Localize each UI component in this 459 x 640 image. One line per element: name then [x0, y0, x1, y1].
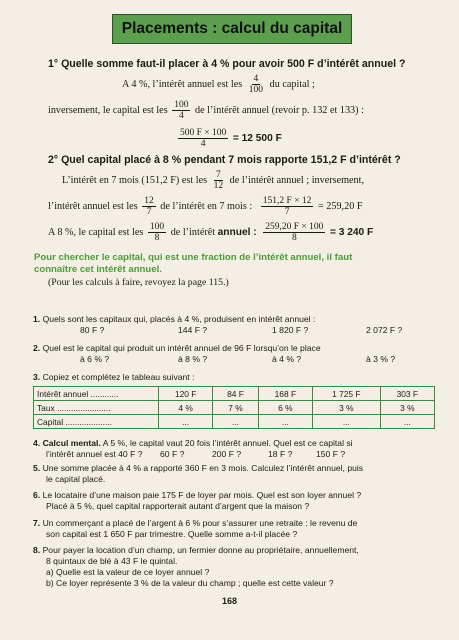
s1-line-1-text-a: A 4 %, l’intérêt annuel est les [122, 78, 243, 90]
numerator: 151,2 F × 12 [262, 196, 312, 206]
ex8-line-2: 8 quintaux de blé à 43 F le quintal. [46, 556, 178, 566]
exercise-1 [33, 314, 315, 325]
exercise-text: Copiez et complétez le tableau suivant : [42, 372, 195, 382]
denominator: 100 [248, 85, 264, 95]
exercise-5 [33, 463, 363, 474]
exercise-number: 6. [33, 490, 41, 500]
s2-line-2 [48, 196, 363, 217]
result-2a: = 259,20 F [317, 200, 363, 212]
table-cell: ... [213, 415, 258, 429]
ex4-line-2: l’intérêt annuel est 40 F ? [46, 449, 143, 459]
exercise-3 [33, 372, 194, 383]
denominator: 7 [146, 207, 152, 217]
s1-line-2-text-b: de l’intérêt annuel (revoir p. 132 et 133) : [195, 104, 364, 116]
table-cell: 6 % [258, 401, 312, 415]
table-cell: 168 F [258, 387, 312, 401]
table-cell: ... [159, 415, 213, 429]
exercise-text: Quels sont les capitaux qui, placés à 4 %, produisent en intérêt annuel : [42, 314, 316, 324]
s2-line-3 [48, 222, 373, 243]
ex4-option-b: 200 F ? [212, 449, 242, 459]
numerator: 100 [149, 222, 165, 232]
question-2: 2° Quel capital placé à 8 % pendant 7 mois rapporte 151,2 F d’intérêt ? [48, 154, 401, 166]
ex1-option-c: 1 820 F ? [272, 325, 309, 335]
s2-line-1-text-b: de l’intérêt annuel ; inversement, [229, 174, 365, 186]
ex2-option-b: à 8 % ? [178, 354, 208, 364]
fraction-4-100 [247, 74, 265, 95]
exercise-number: 5. [33, 463, 41, 473]
ex1-option-d: 2 072 F ? [366, 325, 403, 335]
exercise-2 [33, 343, 321, 354]
numerator: 12 [144, 196, 154, 206]
exercise-number: 3. [33, 372, 41, 382]
s1-result-line [176, 128, 282, 149]
table-cell: 1 725 F [313, 387, 381, 401]
table-row [34, 415, 435, 429]
ex6-line-2: Placé à 5 %, quel capital rapporterait autant d’argent que la maison ? [46, 501, 310, 511]
ex8-part-a: a) Quelle est la valeur de ce loyer annuel ? [46, 567, 210, 577]
table-cell: ... [258, 415, 312, 429]
exercise-text: Une somme placée à 4 % a rapporté 360 F en 3 mois. Calculez l’intérêt annuel, puis [42, 463, 364, 473]
s1-line-1 [122, 74, 315, 95]
table-cell: 4 % [159, 401, 213, 415]
exercise-bold-label: Calcul mental. [42, 438, 101, 448]
row-label: Capital .................... [34, 415, 159, 429]
table-cell: ... [313, 415, 381, 429]
ex4-option-c: 18 F ? [268, 449, 293, 459]
s2-line-3-text-c: annuel : [217, 226, 257, 238]
row-label: Taux ....................... [34, 401, 159, 415]
denominator: 4 [200, 139, 206, 149]
denominator: 4 [178, 111, 184, 121]
exercise-6 [33, 490, 361, 501]
fraction-100-8 [148, 222, 166, 243]
ex1-option-a: 80 F ? [80, 325, 105, 335]
numerator: 259,20 F × 100 [265, 222, 324, 232]
ex4-option-d: 150 F ? [316, 449, 346, 459]
completion-table [33, 386, 435, 429]
fraction-7-12 [212, 170, 226, 191]
s1-line-2-text-a: inversement, le capital est les [48, 104, 168, 116]
numerator: 4 [253, 74, 259, 84]
table-cell: ... [380, 415, 434, 429]
table-cell: 303 F [380, 387, 434, 401]
s1-line-1-text-b: du capital ; [269, 78, 315, 90]
denominator: 7 [284, 207, 290, 217]
exercise-number: 7. [33, 518, 41, 528]
exercise-text: Quel est le capital qui produit un intérêt annuel de 96 F lorsqu’on le place [42, 343, 321, 353]
fraction-calc-3 [263, 222, 325, 243]
exercise-text: A 5 %, le capital vaut 20 fois l’intérêt annuel. Quel est ce capital si [102, 438, 353, 448]
row-label: Intérêt annuel ............ [34, 387, 159, 401]
table-cell: 3 % [380, 401, 434, 415]
result-2b: = 3 240 F [329, 226, 374, 238]
s2-line-3-text-b: de l’intérêt [170, 226, 216, 238]
rule-line-1: Pour chercher le capital, qui est une fraction de l’intérêt annuel, il faut [34, 252, 353, 263]
denominator: 8 [291, 233, 297, 243]
page-title: Placements : calcul du capital [121, 20, 343, 37]
table-cell: 120 F [159, 387, 213, 401]
ex7-line-2: son capital est 1 650 F par trimestre. Quelle somme a-t-il placée ? [46, 529, 298, 539]
exercise-text: Un commerçant a placé de l’argent à 6 % pour s’assurer une retraite : le revenu de [42, 518, 358, 528]
title-banner [112, 14, 352, 44]
ex8-part-b: b) Ce loyer représente 3 % de la valeur du champ ; quelle est cette valeur ? [46, 578, 334, 588]
exercise-number: 4. [33, 438, 41, 448]
ex5-line-2: le capital placé. [46, 474, 106, 484]
numerator: 100 [174, 100, 189, 110]
exercise-7 [33, 518, 357, 529]
table-cell: 7 % [213, 401, 258, 415]
denominator: 12 [213, 181, 224, 191]
rule-line-2: connaître cet intérêt annuel. [34, 264, 162, 275]
s1-line-2 [48, 100, 364, 121]
s2-line-2-text-b: de l’intérêt en 7 mois : [160, 200, 253, 212]
ex4-option-a: 60 F ? [160, 449, 185, 459]
s2-line-3-text-a: A 8 %, le capital est les [48, 226, 144, 238]
numerator: 500 F × 100 [180, 128, 227, 138]
page-number: 168 [221, 596, 238, 606]
denominator: 8 [154, 233, 160, 243]
ex2-option-c: à 4 % ? [272, 354, 302, 364]
exercise-8 [33, 545, 359, 556]
numerator: 7 [215, 170, 221, 180]
ex1-option-b: 144 F ? [178, 325, 208, 335]
exercise-text: Pour payer la location d’un champ, un fermier donne au propriétaire, annuellement, [42, 545, 359, 555]
table-row [34, 401, 435, 415]
table-cell: 84 F [213, 387, 258, 401]
ex2-option-d: à 3 % ? [366, 354, 396, 364]
result-1: = 12 500 F [232, 132, 282, 144]
question-1: 1° Quelle somme faut-il placer à 4 % pour avoir 500 F d’intérêt annuel ? [48, 58, 406, 70]
exercise-number: 2. [33, 343, 41, 353]
exercise-number: 1. [33, 314, 41, 324]
exercise-text: Le locataire d’une maison paie 175 F de loyer par mois. Quel est son loyer annuel ? [42, 490, 362, 500]
exercise-number: 8. [33, 545, 41, 555]
s2-line-1-text-a: L’intérêt en 7 mois (151,2 F) est les [62, 174, 208, 186]
ex2-option-a: à 6 % ? [80, 354, 110, 364]
fraction-100-4 [172, 100, 190, 121]
fraction-calc-2 [261, 196, 314, 217]
table-row [34, 387, 435, 401]
exercise-4 [33, 438, 353, 449]
rule-line-3: (Pour les calculs à faire, revoyez la page 115.) [48, 277, 229, 288]
s2-line-2-text-a: l’intérêt annuel est les [48, 200, 138, 212]
s2-line-1 [62, 170, 364, 191]
table-cell: 3 % [313, 401, 381, 415]
fraction-12-7 [142, 196, 156, 217]
fraction-calc-1 [178, 128, 228, 149]
